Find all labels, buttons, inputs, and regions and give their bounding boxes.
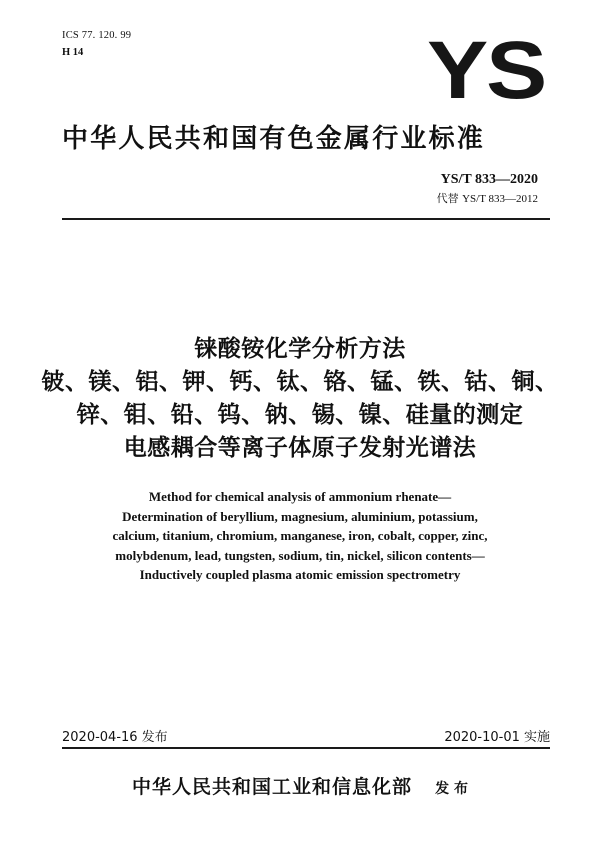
issuer-name: 中华人民共和国工业和信息化部 (132, 776, 413, 798)
issuing-authority (40, 772, 560, 799)
english-title (40, 487, 560, 585)
top-divider (62, 218, 550, 220)
chinese-title (40, 333, 560, 465)
standard-category-title: 中华人民共和国有色金属行业标准 (62, 124, 486, 154)
bottom-divider (62, 747, 550, 749)
en-title-line: calcium, titanium, chromium, manganese, iron, cobalt, copper, zinc, (112, 528, 488, 543)
cn-title-line: 电感耦合等离子体原子发射光谱法 (123, 435, 477, 461)
cn-title-line: 铍、镁、铝、钾、钙、钛、铬、锰、铁、钴、铜、 (41, 369, 559, 395)
ics-code: ICS 77. 120. 99 (62, 30, 132, 41)
ccs-code: H 14 (62, 47, 84, 58)
replaces-code: YS/T 833—2012 (462, 193, 538, 205)
ys-logo: YS (426, 25, 545, 116)
en-title-line: Inductively coupled plasma atomic emission spectrometry (139, 567, 461, 582)
cn-title-line: 锌、钼、铅、钨、钠、锡、镍、硅量的测定 (76, 402, 524, 428)
en-title-line: molybdenum, lead, tungsten, sodium, tin, nickel, silicon contents— (115, 547, 485, 563)
issue-date: 2020-04-16 发布 (62, 730, 168, 745)
replaces-label: 代替 (436, 192, 459, 205)
en-title-line: Method for chemical analysis of ammonium rhenate— (148, 489, 452, 504)
standard-code: YS/T 833—2020 (440, 172, 538, 187)
cn-title-line: 铼酸铵化学分析方法 (194, 336, 406, 362)
issuer-suffix: 发 布 (435, 781, 468, 797)
implementation-date: 2020-10-01 实施 (444, 730, 550, 745)
replaces-note (437, 190, 538, 206)
en-title-line: Determination of beryllium, magnesium, aluminium, potassium, (122, 508, 478, 524)
